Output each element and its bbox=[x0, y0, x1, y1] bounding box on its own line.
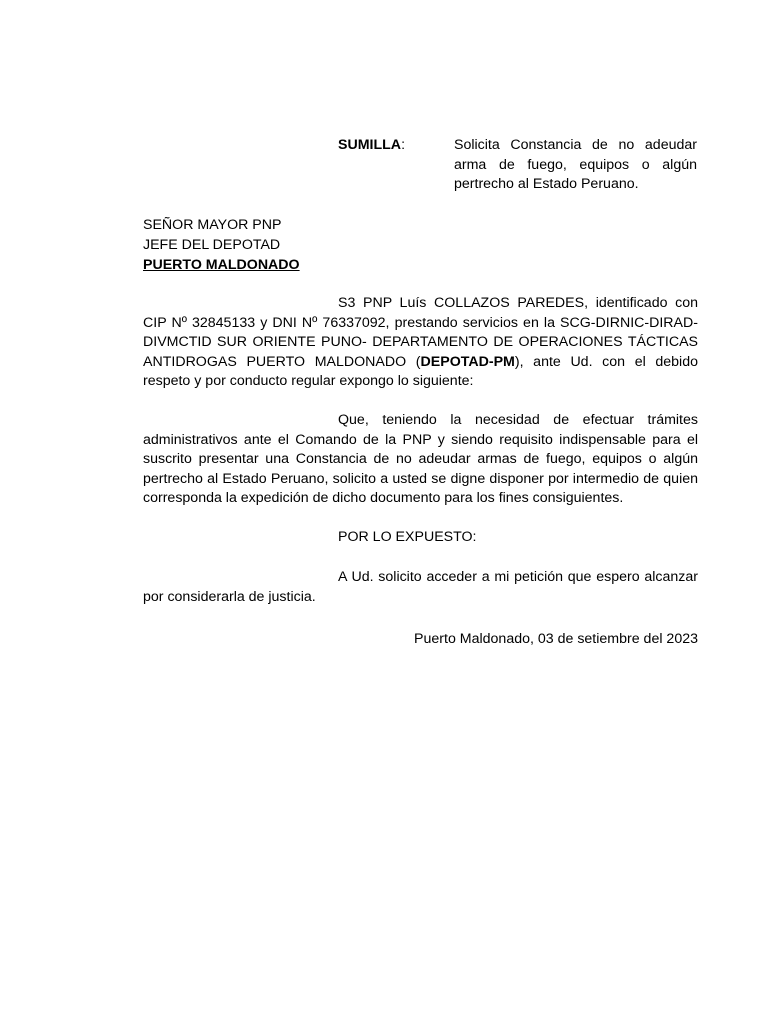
sumilla-colon: : bbox=[401, 137, 406, 153]
paragraph-request-reason bbox=[143, 411, 698, 509]
paragraph-request-reason-text: Que, teniendo la necesidad de efectuar trámites administrativos ante el Comando de la PNP y siendo requisito indispensable para el suscrito presentar una Constancia de no adeudar armas de fuego, equipos o algún pertrecho al Estado Peruano, solicito a usted se digne disponer por intermedio de quien corresponda la expedición de dicho documento para los fines consiguientes. bbox=[143, 412, 698, 506]
addressee-location: PUERTO MALDONADO bbox=[143, 257, 300, 273]
paragraph-petition-text: A Ud. solicito acceder a mi petición que espero alcanzar por considerarla de justicia. bbox=[143, 569, 698, 605]
addressee-rank: SEÑOR MAYOR PNP bbox=[143, 217, 282, 233]
sumilla-label-text: SUMILLA bbox=[338, 137, 402, 153]
paragraph-introduction-unit: DEPOTAD-PM bbox=[420, 353, 515, 370]
paragraph-introduction-text: S3 PNP Luís COLLAZOS PAREDES, identificado con CIP Nº 32845133 y DNI Nº 76337092, prestando servicios en la SCG-DIRNIC-DIRAD-DIVMCTID SUR ORIENTE PUNO- DEPARTAMENTO DE OPERACIONES TÁCTICAS ANTIDROGAS PUERTO MALDONADO ( bbox=[143, 295, 698, 370]
addressee-position: JEFE DEL DEPOTAD bbox=[143, 237, 281, 253]
paragraph-petition bbox=[143, 568, 698, 607]
sumilla-text: Solicita Constancia de no adeudar arma de fuego, equipos o algún pertrecho al Estado Peruano. bbox=[454, 137, 697, 192]
paragraph-por-lo-expuesto bbox=[143, 528, 698, 548]
sumilla-label bbox=[338, 136, 405, 156]
sumilla-block bbox=[338, 136, 698, 196]
addressee-block bbox=[143, 215, 543, 275]
paragraph-introduction bbox=[143, 294, 698, 392]
paragraph-por-lo-expuesto-text: POR LO EXPUESTO: bbox=[338, 529, 477, 545]
paragraph-introduction-end: ), ante Ud. con el debido respeto y por conducto regular expongo lo siguiente: bbox=[143, 353, 698, 389]
place-and-date: Puerto Maldonado, 03 de setiembre del 2023 bbox=[414, 631, 698, 647]
